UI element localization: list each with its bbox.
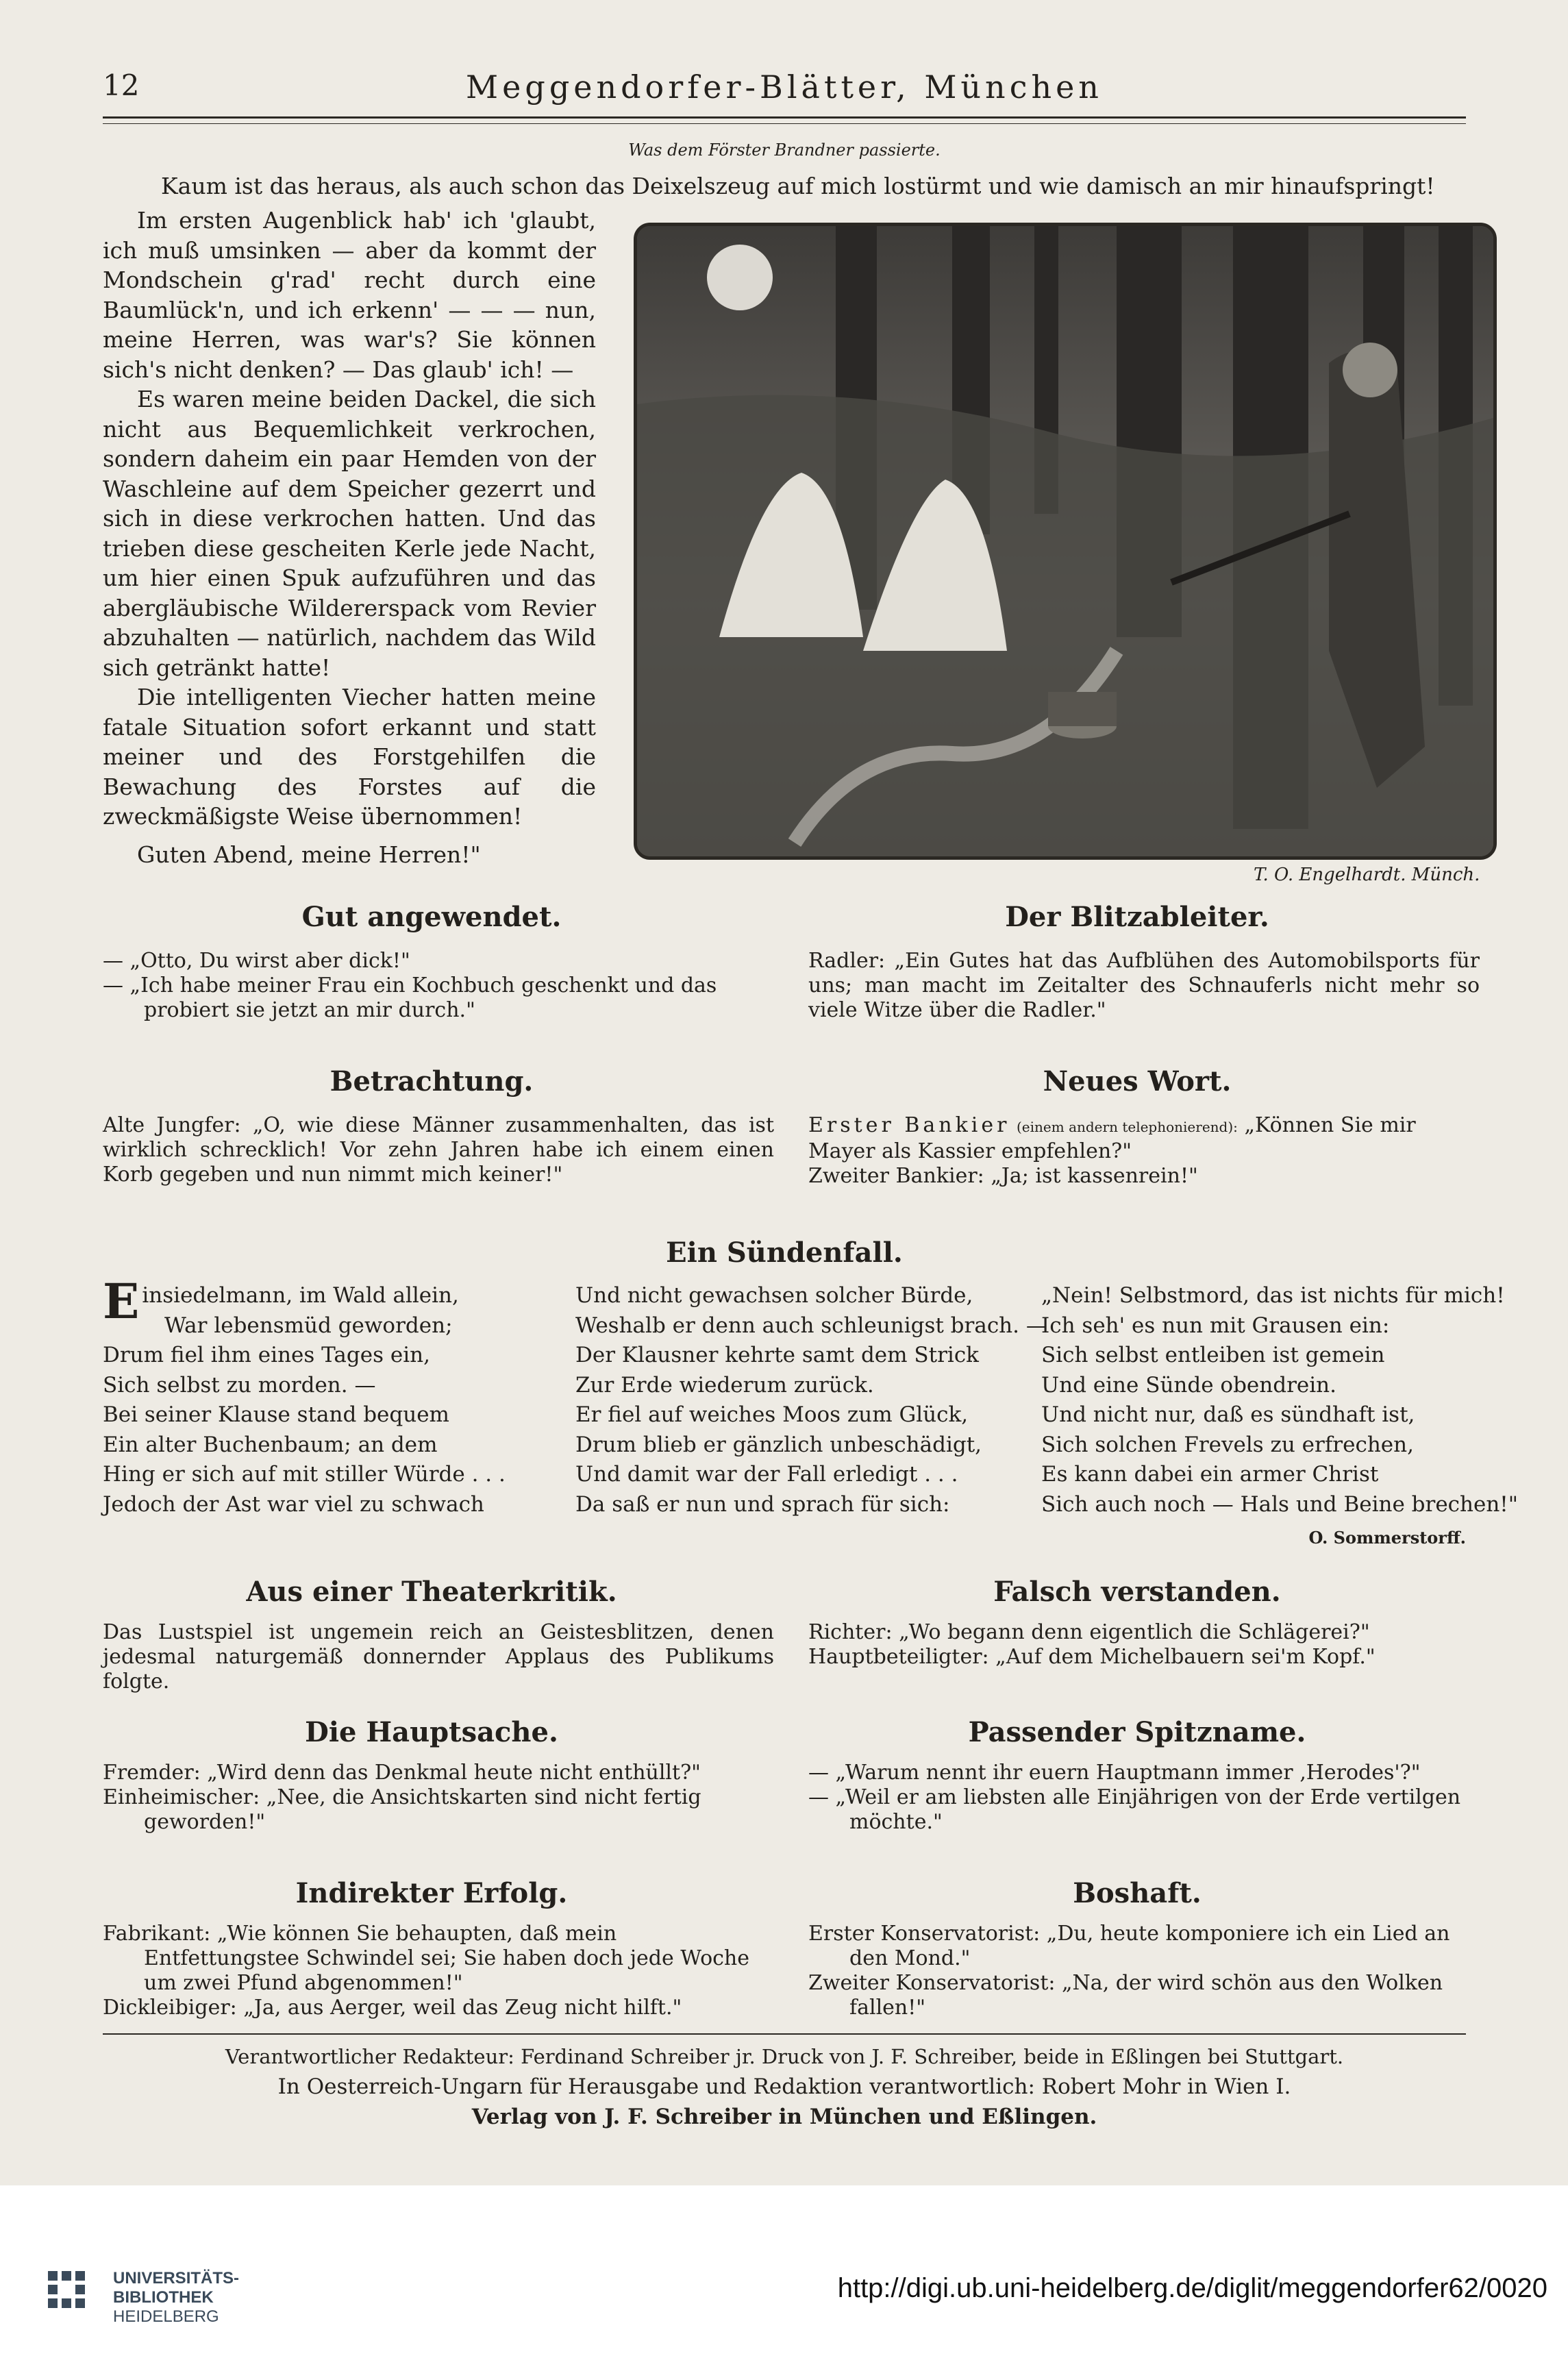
poem-line: Ich seh' es nun mit Grausen ein: [1041,1313,1390,1338]
joke-boshaft [808,1922,1480,2020]
story-paragraph: Die intelligenten Viecher hatten meine fatale Situation sofort erkannt und statt meiner und des Forstgehilfen die Bewachung des Forstes auf die zweckmäßigste Weise übernommen! [103,684,596,830]
journal-title: Meggendorfer-Blätter, München [466,69,1103,106]
joke-line: Hauptbeteiligter: „Auf dem Michelbauern sei'm Kopf." [808,1645,1376,1669]
imprint [103,2042,1466,2132]
poem-line: insiedelmann, im Wald allein, [142,1283,459,1308]
joke-line: Zweiter Konservatorist: „Na, der wird schön aus den Wolken fallen!" [808,1971,1443,2020]
joke-betrachtung: Alte Jungfer: „O, wie diese Männer zusammenhalten, das ist wirklich schrecklich! Vor zehn Jahren habe ich einem einen Korb gegeben und nun nimmt mich keiner!" [103,1113,774,1187]
poem-line: Und eine Sünde obendrein. [1041,1372,1336,1398]
joke-gut-angewendet [103,949,774,1023]
story-paragraph: Es waren meine beiden Dackel, die sich nicht aus Bequemlichkeit verkrochen, sondern daheim ein paar Hemden von der Waschleine auf dem Speicher gezerrt und sich in diese verkrochen hatten. Und das trieben diese gescheiten Kerle jede Nacht, um hier einen Spuk aufzuführen und das abergläubische Wildererspack vom Revier abzuhalten — natürlich, nachdem das Wild sich getränkt hatte! [103,386,596,681]
poem-line: Und damit war der Fall erledigt . . . [575,1462,958,1487]
joke-line: — „Warum nennt ihr euern Hauptmann immer ‚Herodes'?" [808,1761,1421,1785]
heading-sundenfall: Ein Sündenfall. [666,1237,903,1269]
heading-indirekter-erfolg: Indirekter Erfolg. [295,1877,568,1909]
library-name [113,2269,239,2327]
page-number: 12 [103,69,140,102]
forest-scene-illustration [634,223,1497,860]
story-closing: Guten Abend, meine Herren!" [137,841,481,868]
stage-direction: (einem andern telephonierend): [1017,1119,1238,1135]
poem-line: Hing er sich auf mit stiller Würde . . . [103,1462,506,1487]
poem-line: War lebensmüd geworden; [164,1313,453,1338]
story-lead: Kaum ist das heraus, als auch schon das Deixelszeug auf mich lostürmt und wie damisch an mir hinaufspringt! [161,173,1435,199]
header-rule-thin [103,123,1466,124]
poem-line: Drum fiel ihm eines Tages ein, [103,1343,430,1367]
joke-falsch-verstanden [808,1620,1480,1670]
university-library-logo-icon [41,2264,96,2319]
imprint-line: Verlag von J. F. Schreiber in München und Eßlingen. [471,2105,1097,2129]
story-column [103,206,596,869]
poem-line: Weshalb er denn auch schleunigst brach. — [575,1313,1047,1338]
joke-hauptsache [103,1761,774,1835]
joke-line: Richter: „Wo begann denn eigentlich die Schlägerei?" [808,1620,1370,1644]
poem-line: Zur Erde wiederum zurück. [575,1372,874,1398]
logo-graphic [41,2264,96,2319]
poem-line: Sich selbst entleiben ist gemein [1041,1343,1385,1367]
joke-line: — „Ich habe meiner Frau ein Kochbuch geschenkt und das probiert sie jetzt an mir durch." [103,973,717,1022]
drop-cap: E [103,1273,140,1330]
illustrator-signature: T. O. Engelhardt. Münch. [1254,865,1480,885]
joke-theaterkritik: Das Lustspiel ist ungemein reich an Geistesblitzen, denen jedesmal naturgemäß donnernder Applaus des Publikums folgte. [103,1620,774,1694]
speaker: Erster Bankier [808,1113,1010,1137]
joke-line: Dickleibiger: „Ja, aus Aerger, weil das Zeug nicht hilft." [103,1996,682,2020]
poem-line: Jedoch der Ast war viel zu schwach [103,1491,484,1517]
illustration-caption: Was dem Förster Brandner passierte. [628,140,941,160]
poem-line: „Nein! Selbstmord, das ist nichts für mich! [1041,1283,1505,1308]
page-header [103,69,1466,123]
heading-neues-wort: Neues Wort. [1043,1065,1232,1097]
illustration-drawing [637,226,1493,856]
heading-boshaft: Boshaft. [1073,1877,1202,1909]
header-rule [103,116,1466,119]
poem-line: Und nicht nur, daß es sündhaft ist, [1041,1402,1415,1427]
poem-line: Drum blieb er gänzlich unbeschädigt, [575,1432,982,1457]
joke-line: — „Weil er am liebsten alle Einjährigen von der Erde vertilgen möchte." [808,1785,1461,1834]
poem-line: Sich auch noch — Hals und Beine brechen!" [1041,1491,1519,1517]
poem-author: O. Sommerstorff. [1308,1528,1466,1548]
joke-line: Zweiter Bankier: „Ja; ist kassenrein!" [808,1164,1198,1188]
footer-rule [103,2033,1466,2035]
poem-line: Da saß er nun und sprach für sich: [575,1491,950,1517]
heading-gut-angewendet: Gut angewendet. [301,901,562,933]
joke-line: Fabrikant: „Wie können Sie behaupten, daß mein Entfettungstee Schwindel sei; Sie haben doch jede Woche um zwei Pfund abgenommen!" [103,1922,750,1995]
poem-line: Es kann dabei ein armer Christ [1041,1462,1379,1487]
joke-line: — „Otto, Du wirst aber dick!" [103,949,410,973]
joke-blitzableiter: Radler: „Ein Gutes hat das Aufblühen des Automobilsports für uns; man macht im Zeitalter des Schnauferls nicht mehr so viele Witze über die Radler." [808,949,1480,1022]
heading-hauptsache: Die Hauptsache. [305,1716,558,1748]
source-url-link[interactable]: http://digi.ub.uni-heidelberg.de/diglit/meggendorfer62/0020 [837,2273,1547,2303]
poem-column-3 [1041,1281,1519,1520]
joke-line [808,1113,1480,1164]
poem-column-2 [575,1281,1047,1520]
joke-neues-wort [808,1113,1480,1189]
library-name-line: BIBLIOTHEK [113,2288,214,2307]
joke-line: Einheimischer: „Nee, die Ansichtskarten sind nicht fertig geworden!" [103,1785,701,1834]
heading-theaterkritik: Aus einer Theaterkritik. [246,1576,617,1608]
joke-line: Fremder: „Wird denn das Denkmal heute nicht enthüllt?" [103,1761,701,1785]
heading-betrachtung: Betrachtung. [329,1065,534,1097]
poem-line: Bei seiner Klause stand bequem [103,1402,449,1427]
poem-line: Ein alter Buchenbaum; an dem [103,1432,438,1457]
imprint-line: Verantwortlicher Redakteur: Ferdinand Schreiber jr. Druck von J. F. Schreiber, beide in Eßlingen bei Stuttgart. [225,2045,1344,2068]
joke-line: Erster Konservatorist: „Du, heute komponiere ich ein Lied an den Mond." [808,1922,1450,1970]
imprint-line: In Oesterreich-Ungarn für Herausgabe und Redaktion verantwortlich: Robert Mohr in Wien I. [277,2074,1291,2099]
poem-line: Der Klausner kehrte samt dem Strick [575,1343,979,1367]
poem-column-1 [103,1273,548,1520]
joke-indirekter-erfolg [103,1922,774,2020]
speech: „Können Sie mir Mayer als Kassier empfehlen?" [808,1113,1416,1163]
poem-line: Sich selbst zu morden. — [103,1372,376,1398]
poem-line: Er fiel auf weiches Moos zum Glück, [575,1402,969,1427]
heading-spitzname: Passender Spitzname. [968,1716,1306,1748]
story-paragraph: Im ersten Augenblick hab' ich 'glaubt, ich muß umsinken — aber da kommt der Mondschein g'rad' recht durch eine Baumlück'n, und ich erkenn' — — — nun, meine Herren, was war's? Sie können sich's nicht denken? — Das glaub' ich! — [103,207,596,383]
heading-falsch-verstanden: Falsch verstanden. [993,1576,1281,1608]
poem-line: Sich solchen Frevels zu erfrechen, [1041,1432,1414,1457]
library-name-line: HEIDELBERG [113,2307,219,2326]
poem-line: Und nicht gewachsen solcher Bürde, [575,1283,973,1308]
library-name-line: UNIVERSITÄTS- [113,2269,240,2287]
joke-spitzname [808,1761,1480,1835]
heading-blitzableiter: Der Blitzableiter. [1005,901,1269,933]
